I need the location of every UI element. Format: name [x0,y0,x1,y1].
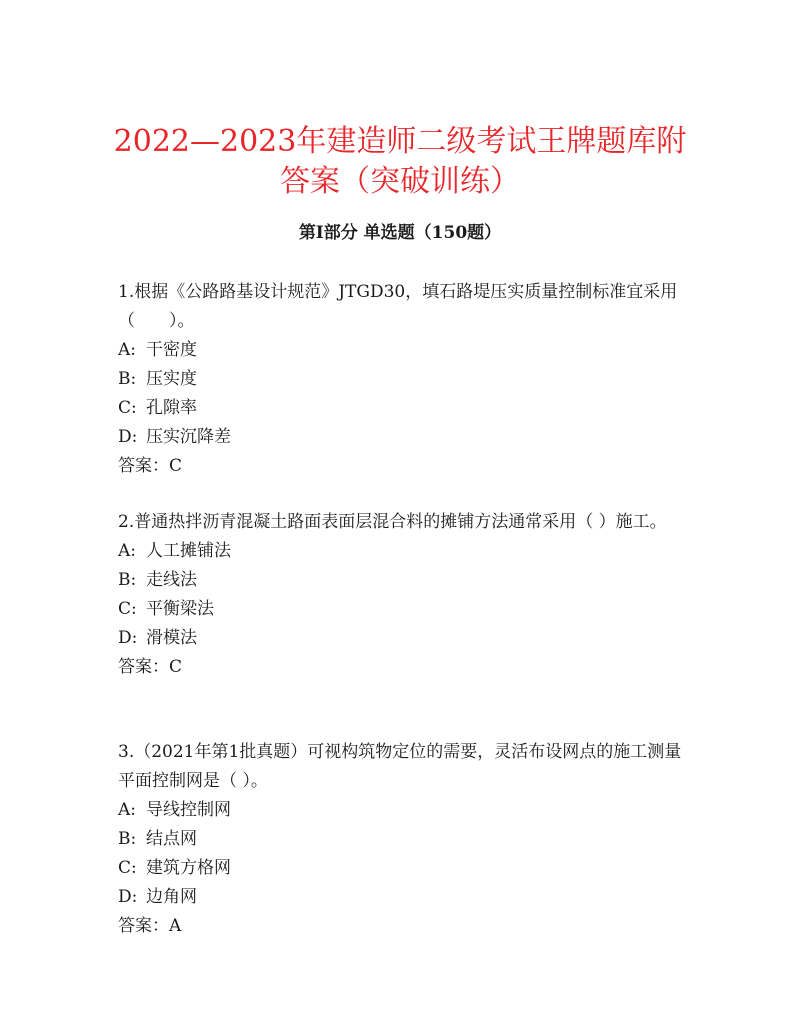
option-text: 压实沉降差 [146,427,231,447]
option-text: 滑模法 [146,628,197,648]
option-letter: B: [118,829,137,849]
option-text: 边角网 [146,887,197,907]
option-letter: C: [118,858,137,878]
answer: 答案：C [118,657,183,677]
question-stem: 2.普通热拌沥青混凝土路面表面层混合料的摊铺方法通常采用（ ）施工。 [118,512,667,532]
option-text: 结点网 [146,829,197,849]
option-letter: B: [118,369,137,389]
section-heading: 第I部分 单选题（150题） [298,223,502,243]
option-d [118,624,684,653]
option-letter: C: [118,599,137,619]
option-a [118,537,684,566]
option-letter: D: [118,887,138,907]
answer: 答案：A [118,916,182,936]
option-c [118,595,684,624]
option-text: 人工摊铺法 [146,541,231,561]
option-letter: D: [118,427,138,447]
document-title: 2022—2023年建造师二级考试王牌题库附答案（突破训练） [113,124,687,199]
question-stem: 3.（2021年第1批真题）可视构筑物定位的需要，灵活布设网点的施工测量平面控制网是（ ）。 [118,742,682,791]
option-letter: A: [118,800,137,820]
question-1 [118,278,684,481]
answer: 答案：C [118,456,183,476]
option-a [118,796,684,825]
option-letter: A: [118,541,137,561]
option-text: 压实度 [146,369,197,389]
option-letter: C: [118,398,137,418]
option-text: 建筑方格网 [146,858,231,878]
option-c [118,394,684,423]
option-d [118,883,684,912]
option-d [118,423,684,452]
option-b [118,566,684,595]
question-stem: 1.根据《公路路基设计规范》JTGD30，填石路堤压实质量控制标准宜采用（ ）。 [118,282,678,331]
question-3 [118,738,684,941]
question-2 [118,508,684,682]
option-b [118,365,684,394]
option-b [118,825,684,854]
option-text: 走线法 [146,570,197,590]
option-c [118,854,684,883]
option-text: 导线控制网 [146,800,231,820]
option-a [118,336,684,365]
option-text: 平衡梁法 [146,599,214,619]
option-letter: A: [118,340,137,360]
option-text: 孔隙率 [146,398,197,418]
option-text: 干密度 [146,340,197,360]
option-letter: B: [118,570,137,590]
option-letter: D: [118,628,138,648]
